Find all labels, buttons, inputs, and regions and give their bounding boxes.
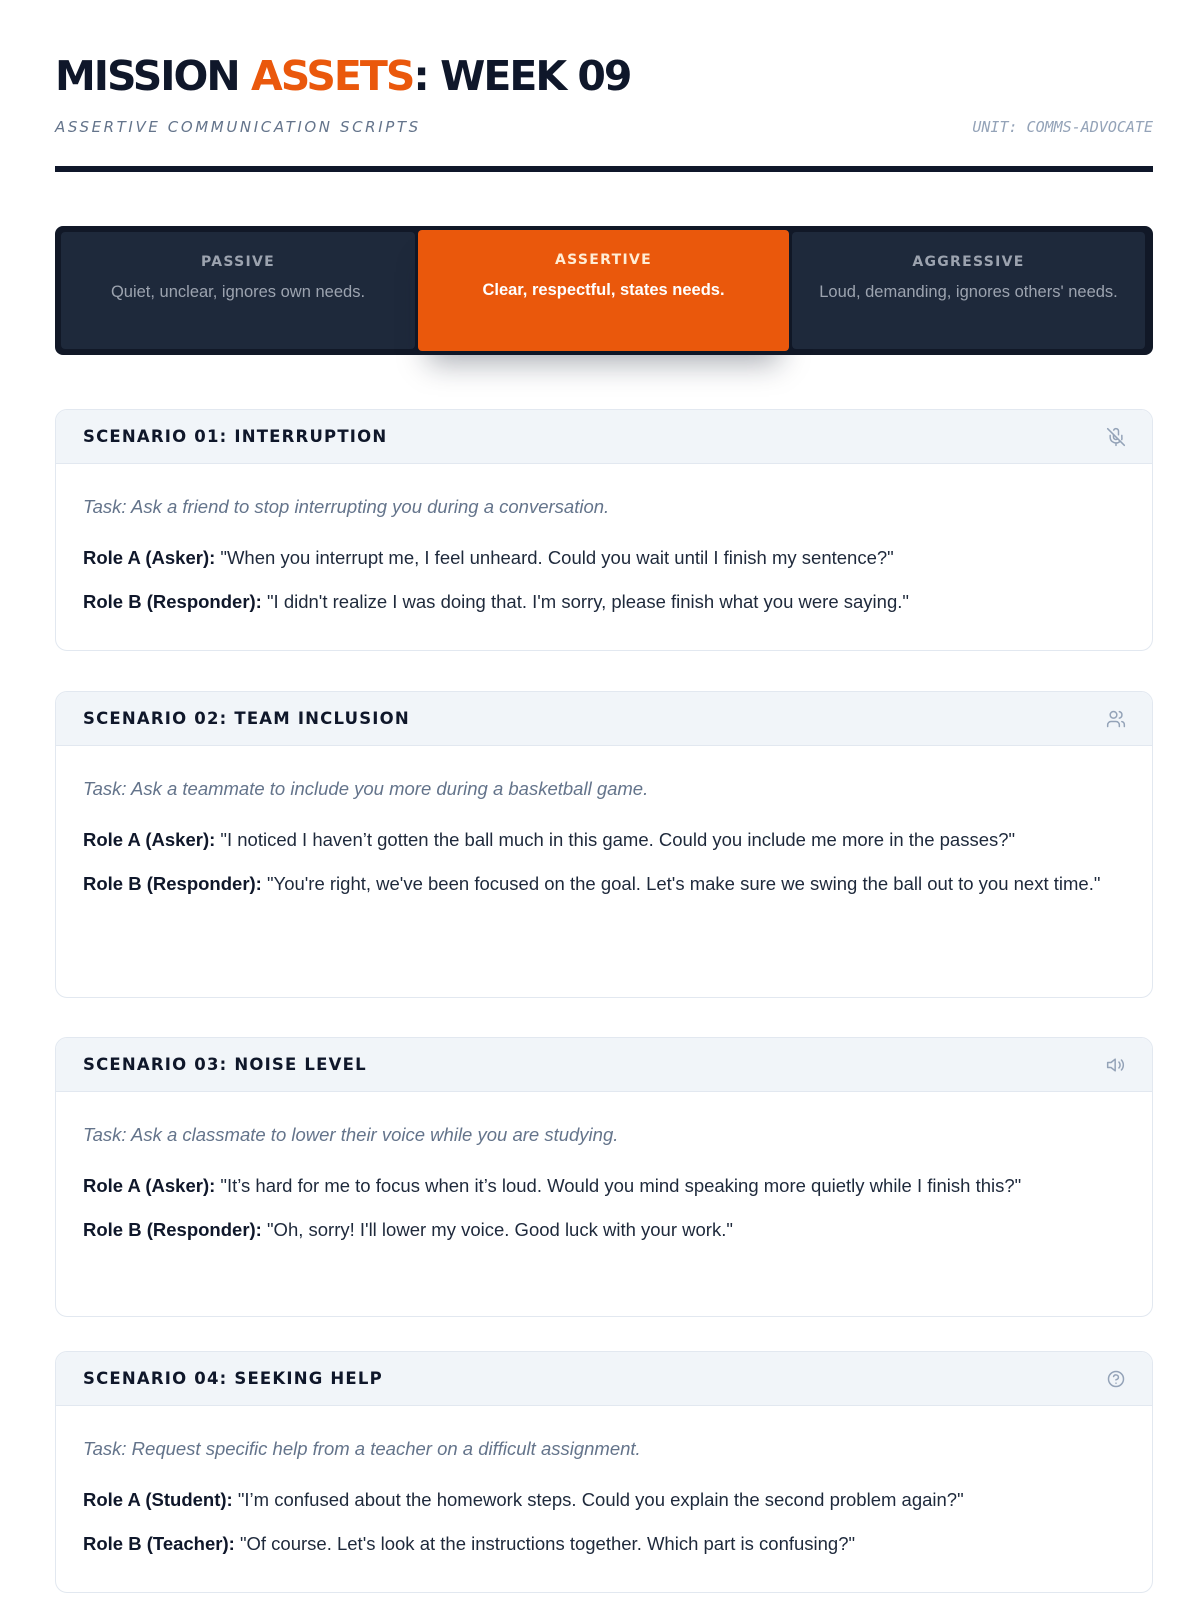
role-label: Role B (Teacher): bbox=[83, 1533, 235, 1554]
title-part-2: : WEEK 09 bbox=[413, 52, 631, 100]
users-icon bbox=[1106, 709, 1126, 729]
scenario-task: Task: Request specific help from a teacher on a difficult assignment. bbox=[83, 1438, 641, 1459]
script-text: "Oh, sorry! I'll lower my voice. Good luck with your work." bbox=[266, 1219, 733, 1240]
script-text: "When you interrupt me, I feel unheard. Could you wait until I finish my sentence?" bbox=[220, 547, 894, 568]
communication-styles-panel bbox=[55, 226, 1153, 355]
style-card-aggressive bbox=[792, 232, 1145, 349]
script-text: "I noticed I haven’t gotten the ball much in this game. Could you include me more in the passes?" bbox=[220, 829, 1016, 850]
scenario-header bbox=[56, 1038, 1152, 1092]
style-name: ASSERTIVE bbox=[555, 252, 652, 268]
role-label: Role A (Asker): bbox=[83, 829, 216, 850]
scenario-card-noise-level bbox=[55, 1037, 1153, 1317]
scenario-body bbox=[56, 746, 1152, 900]
help-circle-icon bbox=[1106, 1369, 1126, 1389]
script-line bbox=[83, 823, 1125, 856]
scenario-title: SCENARIO 03: NOISE LEVEL bbox=[83, 1055, 367, 1074]
script-line bbox=[83, 1527, 1125, 1560]
header bbox=[55, 52, 1153, 172]
script-line bbox=[83, 867, 1125, 900]
role-label: Role B (Responder): bbox=[83, 1219, 262, 1240]
unit-label: UNIT: COMMS-ADVOCATE bbox=[972, 118, 1153, 136]
scenario-body bbox=[56, 464, 1152, 618]
title-accent: ASSETS bbox=[250, 52, 414, 100]
style-card-passive bbox=[61, 232, 415, 349]
script-line bbox=[83, 1483, 1125, 1516]
scenario-title: SCENARIO 02: TEAM INCLUSION bbox=[83, 709, 410, 728]
style-name: PASSIVE bbox=[200, 254, 276, 270]
style-description: Clear, respectful, states needs. bbox=[482, 281, 725, 299]
scenario-header bbox=[56, 692, 1152, 746]
scenario-body bbox=[56, 1092, 1152, 1246]
scenario-card-team-inclusion bbox=[55, 691, 1153, 998]
role-label: Role B (Responder): bbox=[83, 591, 262, 612]
scenario-body bbox=[56, 1406, 1152, 1560]
header-divider bbox=[55, 166, 1153, 172]
style-description: Loud, demanding, ignores others' needs. bbox=[819, 283, 1118, 301]
role-label: Role A (Asker): bbox=[83, 1175, 216, 1196]
page-subtitle: ASSERTIVE COMMUNICATION SCRIPTS bbox=[55, 118, 421, 136]
volume-icon bbox=[1106, 1055, 1126, 1075]
mic-off-icon bbox=[1106, 427, 1126, 447]
scenario-task: Task: Ask a teammate to include you more during a basketball game. bbox=[83, 778, 649, 799]
title-part-1: MISSION bbox=[55, 52, 251, 100]
scenario-card-seeking-help bbox=[55, 1351, 1153, 1593]
role-label: Role A (Asker): bbox=[83, 547, 216, 568]
scenario-card-interruption bbox=[55, 409, 1153, 651]
script-line bbox=[83, 541, 1125, 574]
script-line bbox=[83, 1169, 1125, 1202]
role-label: Role A (Student): bbox=[83, 1489, 233, 1510]
scenario-title: SCENARIO 04: SEEKING HELP bbox=[83, 1369, 383, 1388]
script-text: "I’m confused about the homework steps. Could you explain the second problem again?" bbox=[237, 1489, 964, 1510]
scenario-title: SCENARIO 01: INTERRUPTION bbox=[83, 427, 388, 446]
scenario-header bbox=[56, 1352, 1152, 1406]
script-text: "It’s hard for me to focus when it’s loud. Would you mind speaking more quietly while I finish this?" bbox=[220, 1175, 1022, 1196]
scenario-task: Task: Ask a classmate to lower their voice while you are studying. bbox=[83, 1124, 619, 1145]
script-text: "I didn't realize I was doing that. I'm sorry, please finish what you were saying." bbox=[266, 591, 909, 612]
scenario-header bbox=[56, 410, 1152, 464]
script-text: "Of course. Let's look at the instructions together. Which part is confusing?" bbox=[239, 1533, 856, 1554]
script-text: "You're right, we've been focused on the goal. Let's make sure we swing the ball out to you next time." bbox=[266, 873, 1101, 894]
script-line bbox=[83, 1213, 1125, 1246]
scenario-task: Task: Ask a friend to stop interrupting you during a conversation. bbox=[83, 496, 610, 517]
style-card-assertive bbox=[418, 230, 789, 351]
page-title bbox=[55, 52, 631, 100]
style-name: AGGRESSIVE bbox=[912, 254, 1025, 270]
script-line bbox=[83, 585, 1125, 618]
role-label: Role B (Responder): bbox=[83, 873, 262, 894]
style-description: Quiet, unclear, ignores own needs. bbox=[110, 283, 366, 301]
